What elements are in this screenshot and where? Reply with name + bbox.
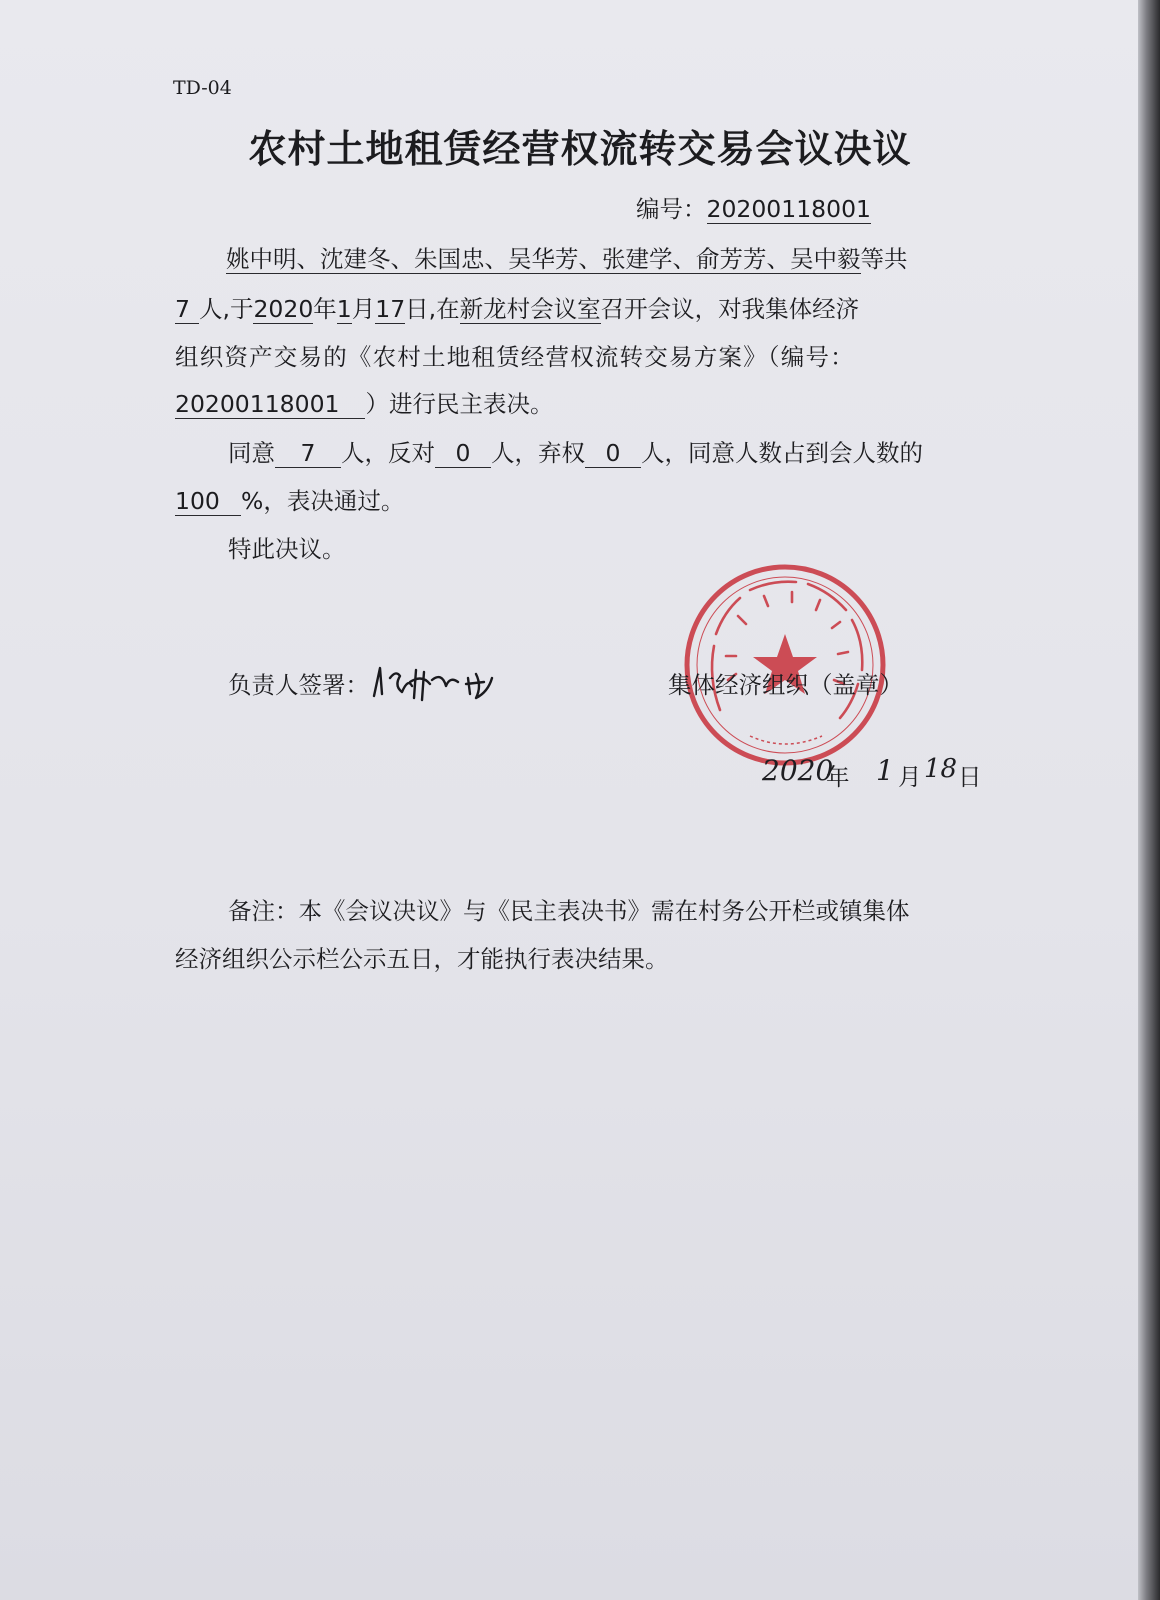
meeting-year: 2020 xyxy=(253,295,314,323)
agree-count: 7 xyxy=(275,440,341,468)
date-day-label: 日 xyxy=(958,763,982,791)
date-month-label: 月 xyxy=(898,763,922,791)
date-day-handwritten: 18 xyxy=(924,754,958,784)
paragraph2-line2 xyxy=(175,482,404,516)
number-line xyxy=(636,190,871,224)
paragraph1-line2 xyxy=(175,290,859,324)
number-label: 编号： xyxy=(636,195,707,223)
official-seal xyxy=(680,560,890,770)
attendee-names: 姚中明、沈建冬、朱国忠、吴华芳、张建学、俞芳芳、吴中毅 xyxy=(226,245,861,273)
paragraph1-line4 xyxy=(175,385,553,419)
text-segment: 年 xyxy=(313,295,337,323)
meeting-place: 新龙村会议室 xyxy=(459,295,601,323)
text-segment: 召开会议，对我集体经济 xyxy=(600,295,860,323)
plan-number: 20200118001 xyxy=(175,391,365,419)
text-segment: ）进行民主表决。 xyxy=(365,390,554,418)
handwritten-signature xyxy=(372,664,512,704)
date-month-handwritten: 1 xyxy=(876,754,894,787)
text-segment: 人，反对 xyxy=(341,439,435,467)
text-segment: %，表决通过。 xyxy=(241,487,405,515)
date-year-handwritten: 2020 xyxy=(762,754,834,787)
attendee-count: 7 xyxy=(175,296,199,324)
paragraph2-line1 xyxy=(228,434,923,468)
text-segment: 日,在 xyxy=(405,295,460,323)
document-title: 农村土地租赁经营权流转交易会议决议 xyxy=(248,127,912,171)
closing-statement: 特此决议。 xyxy=(228,535,346,563)
abstain-count: 0 xyxy=(585,440,641,468)
signature-label: 负责人签署： xyxy=(228,671,369,699)
text-segment: 人，同意人数占到会人数的 xyxy=(641,439,923,467)
paragraph1-line3: 组织资产交易的《农村土地租赁经营权流转交易方案》（编号： xyxy=(175,343,855,371)
oppose-count: 0 xyxy=(435,440,491,468)
paper-edge-shadow xyxy=(1138,0,1160,1600)
number-value: 20200118001 xyxy=(706,195,871,223)
text-segment: 等共 xyxy=(860,245,908,273)
date-year-label: 年 xyxy=(826,763,850,791)
meeting-day: 17 xyxy=(375,295,406,323)
meeting-month: 1 xyxy=(336,295,352,323)
text-segment: 月 xyxy=(351,295,376,323)
remark-line-2: 经济组织公示栏公示五日，才能执行表决结果。 xyxy=(175,945,669,973)
remark-line-1: 备注：本《会议决议》与《民主表决书》需在村务公开栏或镇集体 xyxy=(228,897,910,925)
text-segment: 人，弃权 xyxy=(491,439,585,467)
paragraph1-line1 xyxy=(226,240,908,274)
text-segment: 人,于 xyxy=(199,295,254,323)
agree-percent: 100 xyxy=(175,488,241,516)
text-segment: 同意 xyxy=(228,439,275,467)
document-code: TD-04 xyxy=(173,77,232,99)
collective-org-label: 集体经济组织（盖章） xyxy=(668,671,903,699)
